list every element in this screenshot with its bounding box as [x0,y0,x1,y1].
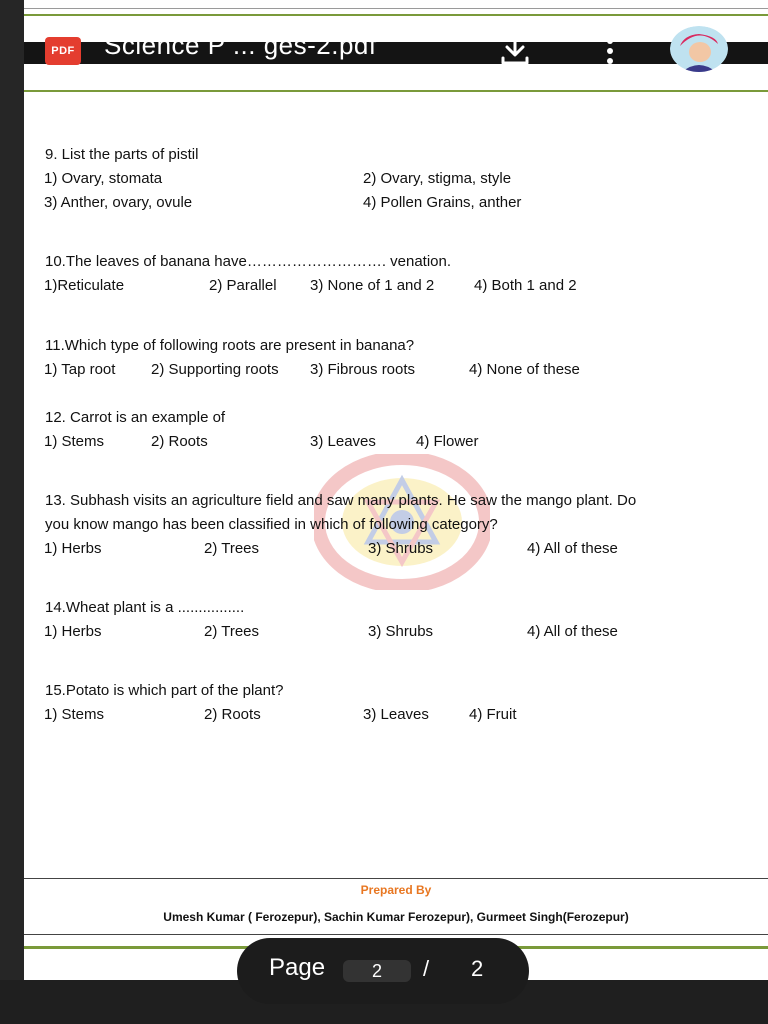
question-10-stem: 10.The leaves of banana have………………………. venation. [45,253,452,270]
prepared-by-label: Prepared By [360,883,432,897]
question-11-option: 2) Supporting roots [151,361,279,378]
question-12-option: 4) Flower [416,433,479,450]
page-separator: / [423,956,430,981]
question-11-option: 4) None of these [469,361,580,378]
pdf-file-icon: PDF [45,37,81,65]
authors-line: Umesh Kumar ( Ferozepur), Sachin Kumar Ferozepur), Gurmeet Singh(Ferozepur) [163,910,629,924]
question-13-stem: you know mango has been classified in which of following category? [45,516,498,533]
question-11-option: 1) Tap root [44,361,116,378]
left-edge [0,0,24,980]
question-13-option: 3) Shrubs [368,540,434,557]
question-12-option: 1) Stems [44,433,105,450]
question-14-option: 1) Herbs [44,623,102,640]
question-9-option: 1) Ovary, stomata [44,170,163,187]
pdf-page [24,0,768,980]
question-10-option: 2) Parallel [209,277,277,294]
page-indicator [237,938,529,1004]
question-14-option: 4) All of these [527,623,618,640]
viewer-toolbar [24,0,768,96]
question-15-option: 1) Stems [44,706,105,723]
download-icon[interactable] [498,34,532,68]
page-total: 2 [471,956,484,981]
question-10-option: 4) Both 1 and 2 [474,277,577,294]
footer-rule-bottom [24,934,768,935]
question-14-option: 2) Trees [204,623,260,640]
question-13-option: 2) Trees [204,540,260,557]
question-14-option: 3) Shrubs [368,623,434,640]
question-12-option: 2) Roots [151,433,208,450]
avatar[interactable] [670,26,728,72]
question-15-stem: 15.Potato is which part of the plant? [45,682,284,699]
page-label: Page [269,954,326,981]
question-9-stem: 9. List the parts of pistil [45,146,199,163]
question-15-option: 3) Leaves [363,706,429,723]
question-12-option: 3) Leaves [310,433,376,450]
question-9-option: 4) Pollen Grains, anther [363,194,522,211]
question-15-option: 2) Roots [204,706,261,723]
question-10-option: 3) None of 1 and 2 [310,277,435,294]
question-15-option: 4) Fruit [469,706,517,723]
question-9-option: 3) Anther, ovary, ovule [44,194,193,211]
question-13-option: 4) All of these [527,540,618,557]
page-number-input[interactable]: 2 [343,960,411,982]
question-11-option: 3) Fibrous roots [310,361,416,378]
question-12-stem: 12. Carrot is an example of [45,409,226,426]
question-14-stem: 14.Wheat plant is a ................ [45,599,245,616]
question-9-option: 2) Ovary, stigma, style [363,170,512,187]
footer-rule-top [24,878,768,879]
question-13-stem: 13. Subhash visits an agriculture field and saw many plants. He saw the mango plant. Do [45,492,637,509]
more-vert-icon[interactable] [600,34,620,68]
question-13-option: 1) Herbs [44,540,102,557]
question-10-option: 1)Reticulate [44,277,125,294]
document-title: Science P ... ges-2.pdf [104,30,377,60]
question-11-stem: 11.Which type of following roots are present in banana? [45,337,415,354]
